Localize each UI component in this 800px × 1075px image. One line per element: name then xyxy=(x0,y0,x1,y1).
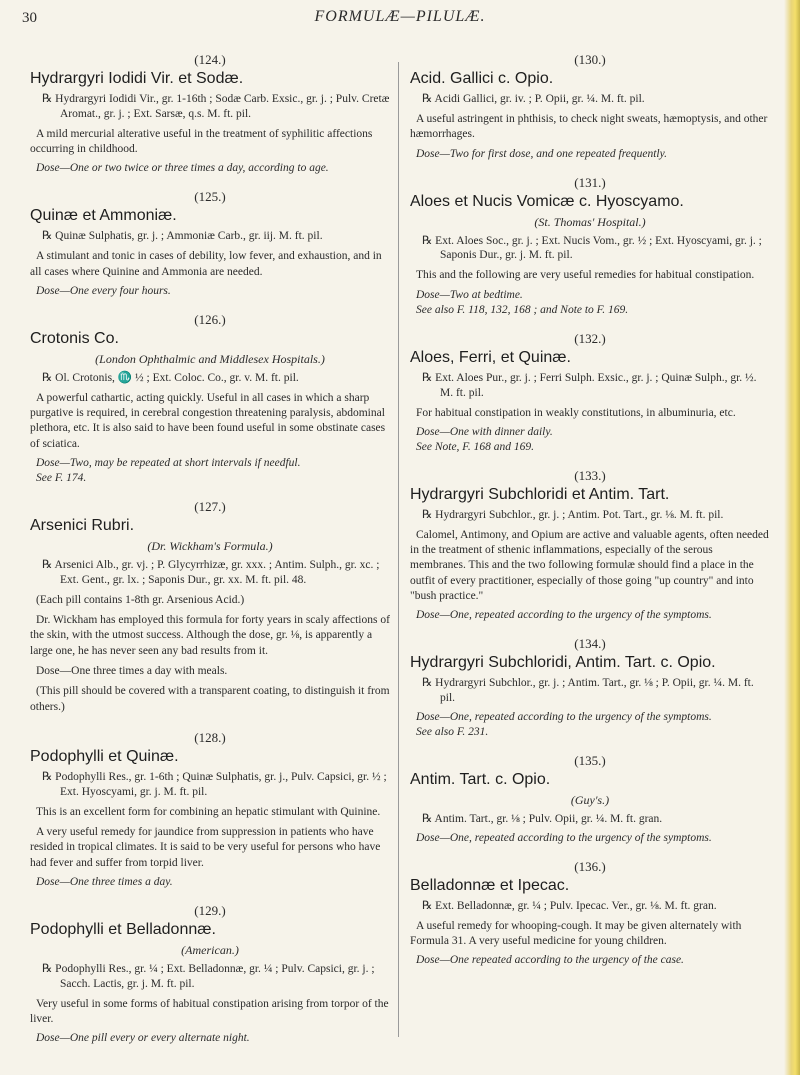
formula-entry xyxy=(410,636,770,738)
formula-title: Aloes et Nucis Vomicæ c. Hyoscyamo. xyxy=(410,192,684,210)
formula-entry xyxy=(30,903,390,1044)
formula-title: Antim. Tart. c. Opio. xyxy=(410,771,551,789)
formula-source: (Guy's.) xyxy=(570,793,610,808)
dose-line: Dose—Two, may be repeated at short intervals if needful. xyxy=(36,457,301,469)
prescription: ℞ Ext. Aloes Pur., gr. j. ; Ferri Sulph. Exsic., gr. j. ; Quinæ Sulph., gr. ½. M. ft. pil. xyxy=(422,371,757,399)
see-also-note: See F. 174. xyxy=(36,472,87,484)
see-also-note: See also F. 118, 132, 168 ; and Note to F. 169. xyxy=(416,303,629,316)
formula-source: (London Ophthalmic and Middlesex Hospitals.) xyxy=(95,351,325,366)
dose-line: Dose—One, repeated according to the urgency of the symptoms. xyxy=(416,711,712,724)
description-paragraph: A stimulant and tonic in cases of debility, low fever, and exhaustion, and in all cases where Quinine and Ammonia are needed. xyxy=(30,250,382,278)
formula-entry xyxy=(30,730,390,888)
formula-entry xyxy=(30,189,390,297)
description-paragraph: Calomel, Antimony, and Opium are active and valuable agents, often needed in the treatment of sthenic inflammations, especially of the serous membranes. This and the two following formulæ should find a place in the outfit of every practitioner, especially of those going "up country" and into "bush practice." xyxy=(410,528,769,602)
formula-title: Quinæ et Ammoniæ. xyxy=(30,207,177,225)
prescription: ℞ Hydrargyri Subchlor., gr. j. ; Antim. Tart., gr. ⅛ ; P. Opii, gr. ¼. M. ft. pil. xyxy=(422,677,754,705)
description-paragraph: A useful remedy for whooping-cough. It may be given alternately with Formula 31. A very useful medicine for young children. xyxy=(410,919,742,948)
dose-line: Dose—One, repeated according to the urgency of the symptoms. xyxy=(416,609,712,622)
page-edge xyxy=(784,0,800,1075)
formula-entry xyxy=(410,52,770,160)
formula-number: (127.) xyxy=(194,499,226,514)
formula-number: (132.) xyxy=(574,330,606,346)
formula-number: (126.) xyxy=(194,311,226,327)
formula-number: (134.) xyxy=(574,636,606,652)
prescription: ℞ Hydrargyri Iodidi Vir., gr. 1-16th ; Sodæ Carb. Exsic., gr. j. ; Pulv. Cretæ Aromat., gr. j. ; Ext. Sarsæ, q.s. M. ft. pil. xyxy=(42,93,390,120)
dose-line: Dose—One or two twice or three times a day, according to age. xyxy=(36,162,329,175)
description-paragraph: (This pill should be covered with a transparent coating, to distinguish it from others.) xyxy=(30,685,390,713)
prescription: ℞ Antim. Tart., gr. ⅛ ; Pulv. Opii, gr. ¼. M. ft. gran. xyxy=(422,813,663,826)
formula-title: Acid. Gallici c. Opio. xyxy=(410,70,554,87)
running-head: FORMULÆ—PILULÆ. xyxy=(314,8,486,25)
formula-title: Podophylli et Quinæ. xyxy=(30,747,179,765)
formula-entry xyxy=(30,312,390,484)
formula-entry xyxy=(410,175,770,316)
formula-number: (136.) xyxy=(574,858,606,874)
formula-entry xyxy=(410,859,770,967)
description-paragraph: A mild mercurial alterative useful in the treatment of syphilitic affections occurring in childhood. xyxy=(30,127,373,156)
description-paragraph: This and the following are very useful remedies for habitual constipation. xyxy=(416,269,755,282)
formula-title: Arsenici Rubri. xyxy=(30,517,135,534)
description-paragraph: A powerful cathartic, acting quickly. Useful in all cases in which a sharp purgative is required, in cerebral congestion threatening paralysis, abdominal plethora, etc. It is also said to have been found useful in some obstinate cases of sciatica. xyxy=(30,391,386,450)
description-paragraph: A useful astringent in phthisis, to check night sweats, hæmoptysis, and other hæmorrhages. xyxy=(410,112,768,141)
description-paragraph: (Each pill contains 1-8th gr. Arsenious Acid.) xyxy=(36,593,245,606)
formula-title: Podophylli et Belladonnæ. xyxy=(30,920,216,938)
dose-line: Dose—One pill every or every alternate night. xyxy=(36,1032,250,1045)
formula-number: (124.) xyxy=(194,52,226,67)
see-also-note: See also F. 231. xyxy=(416,726,489,739)
formula-entry xyxy=(30,499,390,715)
description-paragraph: Dr. Wickham has employed this formula for forty years in scaly affections of the skin, with the utmost success. Although the dose, gr. ⅛, is apparently a large one, he has never seen any bad results from it. xyxy=(30,614,390,657)
prescription: ℞ Ext. Belladonnæ, gr. ¼ ; Pulv. Ipecac. Ver., gr. ⅛. M. ft. gran. xyxy=(422,899,717,912)
page-number: 30 xyxy=(22,10,37,26)
formula-number: (135.) xyxy=(574,753,606,769)
formula-number: (133.) xyxy=(574,467,606,483)
formula-entry xyxy=(410,468,770,621)
formula-entry xyxy=(410,753,770,844)
left-column xyxy=(30,52,390,1059)
formula-number: (129.) xyxy=(194,902,226,918)
dose-line: Dose—One, repeated according to the urgency of the symptoms. xyxy=(416,831,712,844)
dose-line: Dose—One repeated according to the urgency of the case. xyxy=(416,954,684,967)
formula-title: Hydrargyri Subchloridi et Antim. Tart. xyxy=(410,485,670,503)
formula-title: Crotonis Co. xyxy=(30,329,119,347)
formula-number: (128.) xyxy=(194,729,226,745)
prescription: ℞ Ol. Crotonis, ♏ ½ ; Ext. Coloc. Co., gr. v. M. ft. pil. xyxy=(42,371,299,384)
formula-entry xyxy=(30,52,390,174)
formula-number: (130.) xyxy=(574,52,606,67)
dose-line: Dose—Two for first dose, and one repeated frequently. xyxy=(416,147,667,160)
see-also-note: See Note, F. 168 and 169. xyxy=(416,440,534,453)
dose-line: Dose—One every four hours. xyxy=(36,284,171,297)
dose-line: Dose—One with dinner daily. xyxy=(416,425,553,438)
formula-title: Hydrargyri Subchloridi, Antim. Tart. c. Opio. xyxy=(410,654,716,672)
dose-line: Dose—Two at bedtime. xyxy=(416,288,523,301)
prescription: ℞ Acidi Gallici, gr. iv. ; P. Opii, gr. ¼. M. ft. pil. xyxy=(422,93,645,105)
prescription: ℞ Podophylli Res., gr. 1-6th ; Quinæ Sulphatis, gr. j., Pulv. Capsici, gr. ½ ; Ext. Hyoscyami, gr. j. M. ft. pil. xyxy=(42,770,387,798)
prescription: ℞ Ext. Aloes Soc., gr. j. ; Ext. Nucis Vom., gr. ½ ; Ext. Hyoscyami, gr. j. ; Saponis Dur., gr. j. M. ft. pil. xyxy=(422,234,762,262)
dose-line: Dose—One three times a day. xyxy=(36,875,173,888)
formula-source: (American.) xyxy=(181,942,239,957)
column-divider xyxy=(398,62,399,1037)
right-column xyxy=(410,52,770,981)
description-paragraph: Very useful in some forms of habitual constipation arising from torpor of the liver. xyxy=(30,997,389,1025)
formula-number: (125.) xyxy=(194,189,226,205)
formula-source: (Dr. Wickham's Formula.) xyxy=(147,539,273,553)
prescription: ℞ Arsenici Alb., gr. vj. ; P. Glycyrrhizæ, gr. xxx. ; Antim. Sulph., gr. xc. ; Ext. Gent., gr. lx. ; Saponis Dur., gr. xx. M. ft. pil. 48. xyxy=(42,559,380,586)
prescription: ℞ Hydrargyri Subchlor., gr. j. ; Antim. Pot. Tart., gr. ⅛. M. ft. pil. xyxy=(422,508,724,521)
description-paragraph: Dose—One three times a day with meals. xyxy=(36,665,228,677)
description-paragraph: This is an excellent form for combining an hepatic stimulant with Quinine. xyxy=(36,805,381,818)
formula-number: (131.) xyxy=(574,174,606,190)
description-paragraph: For habitual constipation in weakly constitutions, in albuminuria, etc. xyxy=(416,406,736,419)
description-paragraph: A very useful remedy for jaundice from suppression in patients who have resided in tropical climates. It is said to be very useful for persons who have had fever and suffer from torpid liver. xyxy=(30,826,381,869)
formula-entry xyxy=(410,331,770,453)
formula-title: Belladonnæ et Ipecac. xyxy=(410,876,570,894)
formula-title: Aloes, Ferri, et Quinæ. xyxy=(410,348,571,366)
prescription: ℞ Podophylli Res., gr. ¼ ; Ext. Belladonnæ, gr. ¼ ; Pulv. Capsici, gr. j. ; Sacch. Lactis, gr. j. M. ft. pil. xyxy=(42,962,375,990)
formula-source: (St. Thomas' Hospital.) xyxy=(534,214,646,229)
prescription: ℞ Quinæ Sulphatis, gr. j. ; Ammoniæ Carb., gr. iij. M. ft. pil. xyxy=(42,230,323,243)
formula-title: Hydrargyri Iodidi Vir. et Sodæ. xyxy=(30,70,244,87)
